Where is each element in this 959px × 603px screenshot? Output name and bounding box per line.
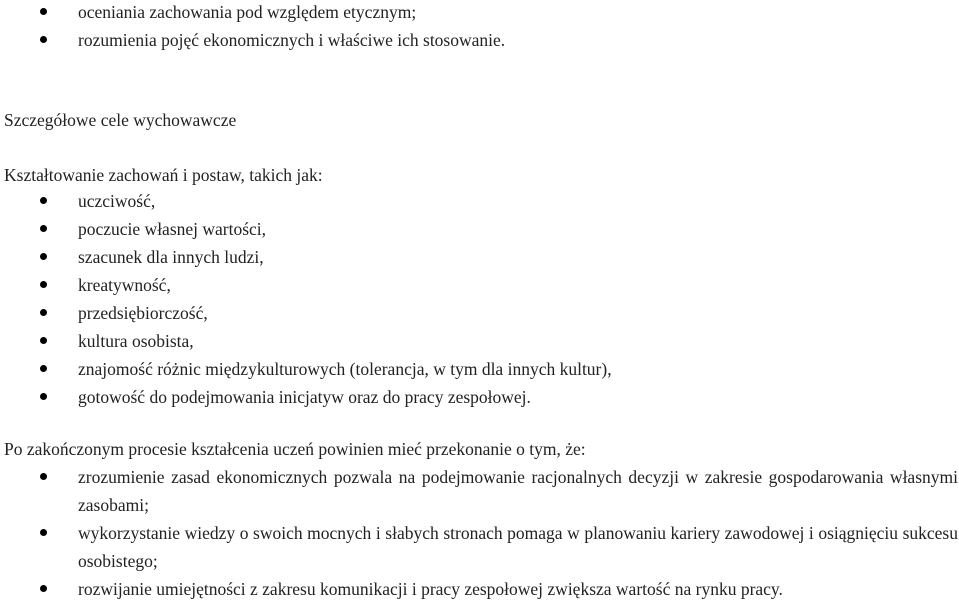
list-item: [0, 463, 958, 519]
bullet-icon: [40, 225, 47, 232]
bullet-icon: [40, 337, 47, 344]
outcome-intro-paragraph: Po zakończonym procesie kształcenia uczeń powinien mieć przekonanie o tym, że:: [4, 439, 586, 459]
list-item-text: rozumienia pojęć ekonomicznych i właściwe ich stosowanie.: [78, 30, 506, 50]
list-item-text: gotowość do podejmowania inicjatyw oraz do pracy zespołowej.: [78, 387, 531, 407]
bullet-icon: [40, 585, 47, 592]
list-item: [0, 243, 959, 271]
list-item-text: przedsiębiorczość,: [78, 303, 208, 323]
top-bullet-list: [0, 0, 959, 54]
convictions-bullet-list: [0, 463, 959, 603]
bullet-icon: [40, 197, 47, 204]
bullet-icon: [40, 309, 47, 316]
list-item: [0, 271, 959, 299]
list-item-text: szacunek dla innych ludzi,: [78, 247, 264, 267]
list-item: [0, 26, 959, 54]
section-heading: Szczegółowe cele wychowawcze: [4, 110, 237, 130]
list-item: [0, 0, 959, 26]
bullet-icon: [40, 473, 47, 480]
values-bullet-list: [0, 187, 959, 411]
list-item-text: poczucie własnej wartości,: [78, 219, 267, 239]
list-item: [0, 187, 959, 215]
list-item-text: uczciwość,: [78, 191, 156, 211]
bullet-icon: [40, 8, 47, 15]
bullet-icon: [40, 529, 47, 536]
list-item: [0, 383, 959, 411]
list-item-text: zrozumienie zasad ekonomicznych pozwala na podejmowanie racjonalnych decyzji w zakresie gospodarowania własnymi zasobami;: [78, 467, 958, 515]
list-item: [0, 299, 959, 327]
list-item: [0, 327, 959, 355]
bullet-icon: [40, 253, 47, 260]
list-item-text: oceniania zachowania pod względem etycznym;: [78, 2, 417, 22]
list-item-text: kultura osobista,: [78, 331, 194, 351]
intro-paragraph: Kształtowanie zachowań i postaw, takich jak:: [4, 165, 323, 185]
list-item: [0, 355, 959, 383]
list-item-text: znajomość różnic międzykulturowych (tolerancja, w tym dla innych kultur),: [78, 359, 612, 379]
list-item-text: wykorzystanie wiedzy o swoich mocnych i słabych stronach pomaga w planowaniu kariery zawodowej i osiągnięciu sukcesu osobistego;: [78, 523, 958, 571]
bullet-icon: [40, 393, 47, 400]
list-item: [0, 519, 958, 575]
bullet-icon: [40, 365, 47, 372]
list-item-text: rozwijanie umiejętności z zakresu komunikacji i pracy zespołowej zwiększa wartość na rynku pracy.: [78, 579, 783, 599]
bullet-icon: [40, 36, 47, 43]
list-item-text: kreatywność,: [78, 275, 171, 295]
list-item: [0, 215, 959, 243]
bullet-icon: [40, 281, 47, 288]
